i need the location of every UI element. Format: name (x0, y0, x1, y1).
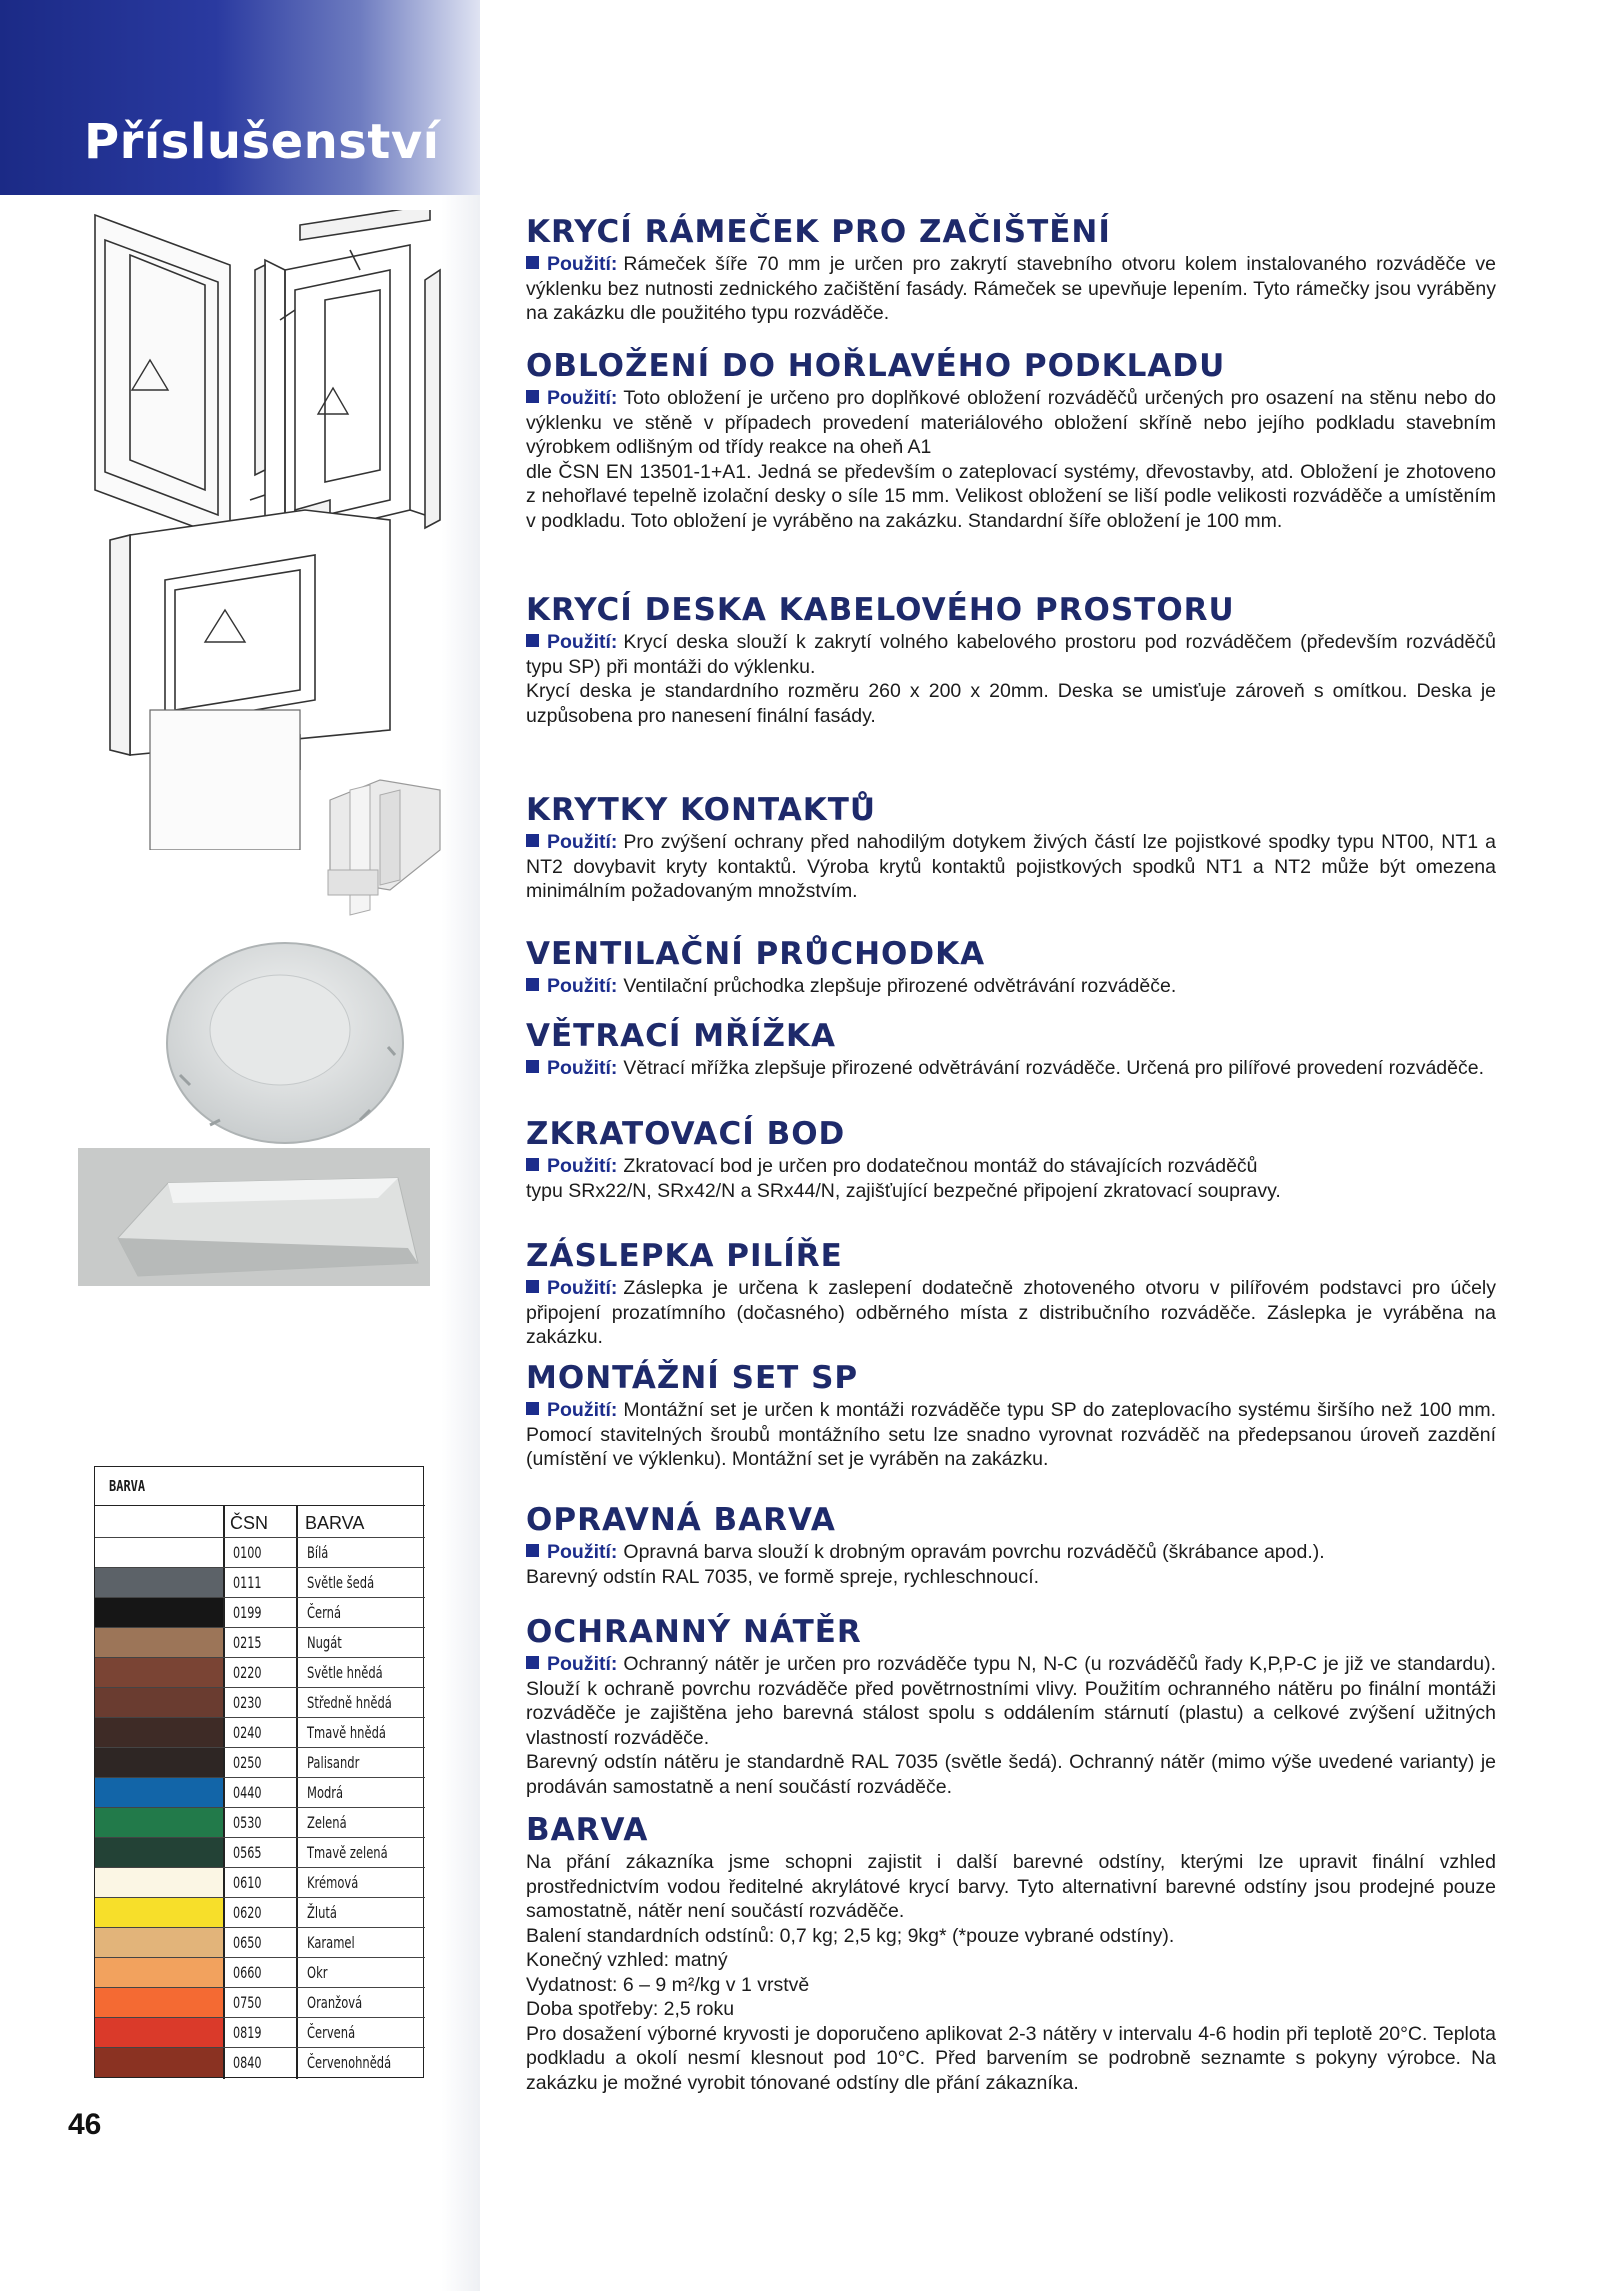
color-swatch (95, 2048, 223, 2077)
square-bullet-icon (526, 978, 539, 991)
color-swatch (95, 1568, 223, 1597)
section-title: KRYCÍ DESKA KABELOVÉHO PROSTORU (526, 592, 1235, 628)
usage-label: Použití: (547, 1057, 618, 1079)
color-code: 0111 (233, 1573, 262, 1592)
section-line: Na přání zákazníka jsme schopni zajistit i další barevné odstíny, kterými lze upravit finální vzhled prostřednictvím vodou ředitelné akrylátové krycí barvy. Tyto alternativní barevné odstíny jsou prodejné pouze samostatně, nátěr není součástí rozváděče. (526, 1851, 1496, 1922)
color-swatch (95, 1718, 223, 1747)
color-swatch (95, 1688, 223, 1717)
color-code: 0250 (233, 1753, 262, 1772)
color-name: Nugát (307, 1633, 342, 1652)
color-swatch (95, 1928, 223, 1957)
section (526, 936, 1496, 999)
color-code: 0199 (233, 1603, 262, 1622)
section-line: Krycí deska slouží k zakrytí volného kabelového prostoru pod rozváděčem (především rozváděčů typu SP) při montáži do výklenku. (526, 631, 1496, 678)
section-title: VENTILAČNÍ PRŮCHODKA (526, 936, 986, 972)
section-title: OCHRANNÝ NÁTĚR (526, 1614, 862, 1650)
color-swatch (95, 1748, 223, 1777)
color-swatch (95, 1808, 223, 1837)
color-name: Středně hnědá (307, 1693, 392, 1712)
section-line: Ochranný nátěr je určen pro rozváděče typu N, N-C (u rozváděčů řady K,P,P-C je již ve standardu). Slouží k ochraně povrchu rozváděče před povětrnostními vlivy. Použitím ochranného nátěru po finální montáži rozváděče je zajištěna jeho barevná stálost spolu s oddálením stárnutí (plastu) a celkové zvýšení užitných vlastností rozváděče. (526, 1653, 1496, 1749)
usage-label: Použití: (547, 1277, 618, 1299)
section-line: Konečný vzhled: matný (526, 1949, 728, 1971)
usage-label: Použití: (547, 1541, 618, 1563)
color-name: Světle hnědá (307, 1663, 383, 1682)
color-name: Tmavě hnědá (307, 1723, 386, 1742)
color-row (95, 1657, 425, 1687)
color-name: Karamel (307, 1933, 355, 1952)
color-code: 0565 (233, 1843, 262, 1862)
color-table (94, 1466, 424, 2078)
section-line: Vydatnost: 6 – 9 m²/kg v 1 vrstvě (526, 1973, 810, 1996)
color-name: Oranžová (307, 1993, 363, 2012)
color-swatch (95, 2018, 223, 2047)
section (526, 1360, 1496, 1472)
section-text (526, 1179, 1496, 1204)
section-line: Montážní set je určen k montáži rozváděče typu SP do zateplovacího systému širšího než 100 mm. Pomocí stavitelných šroubů montážního setu lze snadno vyrovnat rozváděč na předepsanou úroveň zazdění (umístění ve výklenku). Montážní set je vyráběn na zakázku. (526, 1399, 1496, 1470)
color-name: Černá (307, 1603, 342, 1622)
cabinet-frame-illustration (90, 210, 450, 770)
color-code: 0610 (233, 1873, 262, 1892)
section-line: Větrací mřížka zlepšuje přirozené odvětrávání rozváděče. Určená pro pilířové provedení rozváděče. (623, 1057, 1485, 1079)
section (526, 792, 1496, 904)
color-name: Tmavě zelená (307, 1843, 388, 1862)
ventilation-cap-illustration (160, 935, 410, 1150)
section-title: VĚTRACÍ MŘÍŽKA (526, 1018, 836, 1054)
section-line: Ventilační průchodka zlepšuje přirozené odvětrávání rozváděče. (623, 975, 1177, 997)
header-barva: BARVA (305, 1513, 365, 1533)
section-text (526, 1565, 1496, 1590)
square-bullet-icon (526, 1158, 539, 1171)
section-text (526, 630, 1496, 679)
section (526, 1812, 1496, 2095)
color-table-header (95, 1505, 425, 1537)
short-circuit-point-photo (78, 1148, 430, 1286)
usage-label: Použití: (547, 631, 618, 653)
square-bullet-icon (526, 390, 539, 403)
color-swatch (95, 1958, 223, 1987)
section (526, 214, 1496, 326)
color-code: 0819 (233, 2023, 262, 2042)
color-name: Krémová (307, 1873, 359, 1892)
color-code: 0530 (233, 1813, 262, 1832)
section-line: Doba spotřeby: 2,5 roku (526, 1998, 735, 2020)
section-text (526, 1997, 1496, 2022)
square-bullet-icon (526, 1280, 539, 1293)
square-bullet-icon (526, 1060, 539, 1073)
section-text (526, 1750, 1496, 1799)
square-bullet-icon (526, 834, 539, 847)
color-code: 0100 (233, 1543, 262, 1562)
section-line: Toto obložení je určeno pro doplňkové obložení rozváděčů určených pro osazení na stěnu nebo do výklenku ve stěně v případech provedení materiálového obložení skříně nebo jejího podkladu stavebním výrobkem odlišným od třídy reakce na oheň A1 (526, 387, 1496, 458)
section-text (526, 2022, 1496, 2096)
section-text (526, 1850, 1496, 1924)
color-swatch (95, 1778, 223, 1807)
section (526, 1018, 1496, 1081)
section-text (526, 1154, 1496, 1179)
section-line: Rámeček šíře 70 mm je určen pro zakrytí stavebního otvoru kolem instalovaného rozváděče ve výklenku bez nutnosti zednického začištění fasády. Rámeček se upevňuje lepením. Tyto rámečky jsou vyráběny na zakázku dle použitého typu rozváděče. (526, 253, 1496, 324)
color-swatch (95, 1658, 223, 1687)
square-bullet-icon (526, 1402, 539, 1415)
usage-label: Použití: (547, 387, 618, 409)
section-line: Zkratovací bod je určen pro dodatečnou montáž do stávajících rozváděčů (623, 1155, 1258, 1177)
section-text (526, 974, 1496, 999)
section-title: BARVA (526, 1812, 649, 1848)
section-line: Pro dosažení výborné kryvosti je doporučeno aplikovat 2-3 nátěry v intervalu 4-6 hodin při teplotě 20°C. Teplota podkladu a okolí nesmí klesnout pod 10°C. Před barvením se podrobně seznamte s pokyny výrobce. Na zakázku je možné vyrobit tónované odstíny dle přání zákazníka. (526, 2022, 1496, 2094)
section-line: Opravná barva slouží k drobným opravám povrchu rozváděčů (škrábance apod.). (623, 1541, 1325, 1563)
square-bullet-icon (526, 634, 539, 647)
usage-label: Použití: (547, 975, 618, 997)
color-swatch (95, 1988, 223, 2017)
section (526, 1116, 1496, 1203)
color-name: Červenohnědá (307, 2053, 392, 2072)
color-code: 0230 (233, 1693, 262, 1712)
section-title: ZÁSLEPKA PILÍŘE (526, 1238, 843, 1274)
page-number: 46 (68, 2108, 102, 2141)
section-title: KRYCÍ RÁMEČEK PRO ZAČIŠTĚNÍ (526, 214, 1111, 250)
color-code: 0660 (233, 1963, 262, 1982)
section-text (526, 386, 1496, 460)
section-line: Barevný odstín RAL 7035, ve formě spreje, rychleschnoucí. (526, 1565, 1040, 1588)
page-title: Příslušenství (84, 114, 440, 170)
color-swatch (95, 1898, 223, 1927)
color-name: Palisandr (307, 1753, 360, 1772)
section-line: typu SRx22/N, SRx42/N a SRx44/N, zajišťující bezpečné připojení zkratovací soupravy. (526, 1179, 1281, 1202)
color-row (95, 1897, 425, 1927)
section-title: MONTÁŽNÍ SET SP (526, 1360, 859, 1396)
color-name: Červená (307, 2023, 356, 2042)
color-row (95, 1717, 425, 1747)
color-row (95, 1567, 425, 1597)
section-title: ZKRATOVACÍ BOD (526, 1116, 846, 1152)
usage-label: Použití: (547, 1653, 618, 1675)
section-text (526, 1948, 1496, 1973)
color-row (95, 1687, 425, 1717)
section (526, 592, 1496, 728)
color-swatch (95, 1598, 223, 1627)
section-line: Záslepka je určena k zaslepení dodatečně zhotoveného otvoru v pilířovém podstavci pro účely připojení prozatímního (dočasného) odběrného místa z distribučního rozváděče. Záslepka je vyráběna na zakázku. (526, 1277, 1496, 1348)
cover-plate-illustration (140, 690, 320, 850)
color-code: 0440 (233, 1783, 262, 1802)
color-row (95, 2047, 425, 2077)
usage-label: Použití: (547, 831, 618, 853)
section-text (526, 679, 1496, 728)
color-code: 0750 (233, 1993, 262, 2012)
color-name: Zelená (307, 1813, 347, 1832)
section-text (526, 1056, 1496, 1081)
color-row (95, 1747, 425, 1777)
color-code: 0220 (233, 1663, 262, 1682)
color-name: Světle šedá (307, 1573, 375, 1592)
section-line: Barevný odstín nátěru je standardně RAL 7035 (světle šedá). Ochranný nátěr (mimo výše uvedené varianty) je prodáván samostatně a není součástí rozváděče. (526, 1751, 1496, 1798)
color-code: 0215 (233, 1633, 262, 1652)
section-text (526, 1398, 1496, 1472)
color-row (95, 1957, 425, 1987)
section-title: OPRAVNÁ BARVA (526, 1502, 836, 1538)
section-title: OBLOŽENÍ DO HOŘLAVÉHO PODKLADU (526, 348, 1226, 384)
section-text (526, 1276, 1496, 1350)
color-table-caption: BARVA (109, 1477, 146, 1495)
color-row (95, 1927, 425, 1957)
color-code: 0840 (233, 2053, 262, 2072)
color-row (95, 1537, 425, 1567)
color-code: 0620 (233, 1903, 262, 1922)
color-row (95, 1597, 425, 1627)
section-title: KRYTKY KONTAKTŮ (526, 792, 877, 828)
section (526, 348, 1496, 533)
section (526, 1614, 1496, 1799)
section-text (526, 1540, 1496, 1565)
color-swatch (95, 1838, 223, 1867)
color-code: 0240 (233, 1723, 262, 1742)
section-text (526, 1973, 1496, 1998)
color-code: 0650 (233, 1933, 262, 1952)
section-text (526, 252, 1496, 326)
section-text (526, 1924, 1496, 1949)
section-text (526, 830, 1496, 904)
color-row (95, 1627, 425, 1657)
section (526, 1502, 1496, 1589)
color-row (95, 1807, 425, 1837)
section-line: Krycí deska je standardního rozměru 260 x 200 x 20mm. Deska se umisťuje zároveň s omítkou. Deska je uzpůsobena pro nanesení finální fasády. (526, 680, 1496, 727)
section-line: Balení standardních odstínů: 0,7 kg; 2,5 kg; 9kg* (*pouze vybrané odstíny). (526, 1924, 1175, 1947)
header-csn: ČSN (230, 1513, 269, 1533)
section (526, 1238, 1496, 1350)
color-name: Okr (307, 1963, 328, 1982)
color-swatch (95, 1538, 223, 1567)
contact-cover-illustration (310, 770, 450, 930)
color-row (95, 1777, 425, 1807)
square-bullet-icon (526, 1544, 539, 1557)
color-name: Žlutá (307, 1903, 337, 1922)
section-text (526, 1652, 1496, 1750)
square-bullet-icon (526, 256, 539, 269)
header-band (0, 0, 480, 195)
usage-label: Použití: (547, 1155, 618, 1177)
section-line: dle ČSN EN 13501-1+A1. Jedná se především o zateplovací systémy, dřevostavby, atd. Obložení je zhotoveno z nehořlavé tepelně izolační desky o síle 15 mm. Velikost obložení se liší podle velikosti rozváděče a umístěním v podkladu. Toto obložení je vyráběno na zakázku. Standardní šíře obložení je 100 mm. (526, 460, 1496, 532)
color-row (95, 1987, 425, 2017)
color-name: Modrá (307, 1783, 344, 1802)
color-row (95, 2017, 425, 2047)
color-swatch (95, 1628, 223, 1657)
usage-label: Použití: (547, 1399, 618, 1421)
section-text (526, 460, 1496, 534)
color-row (95, 1837, 425, 1867)
color-swatch (95, 1868, 223, 1897)
color-row (95, 1867, 425, 1897)
section-line: Pro zvýšení ochrany před nahodilým dotykem živých částí lze pojistkové spodky typu NT00, NT1 a NT2 dovybavit kryty kontaktů. Výroba krytů kontaktů pojistkových spodků NT1 a NT2 může být omezena minimálním požadovaným množstvím. (526, 831, 1496, 902)
color-name: Bílá (307, 1543, 329, 1562)
square-bullet-icon (526, 1656, 539, 1669)
usage-label: Použití: (547, 253, 618, 275)
